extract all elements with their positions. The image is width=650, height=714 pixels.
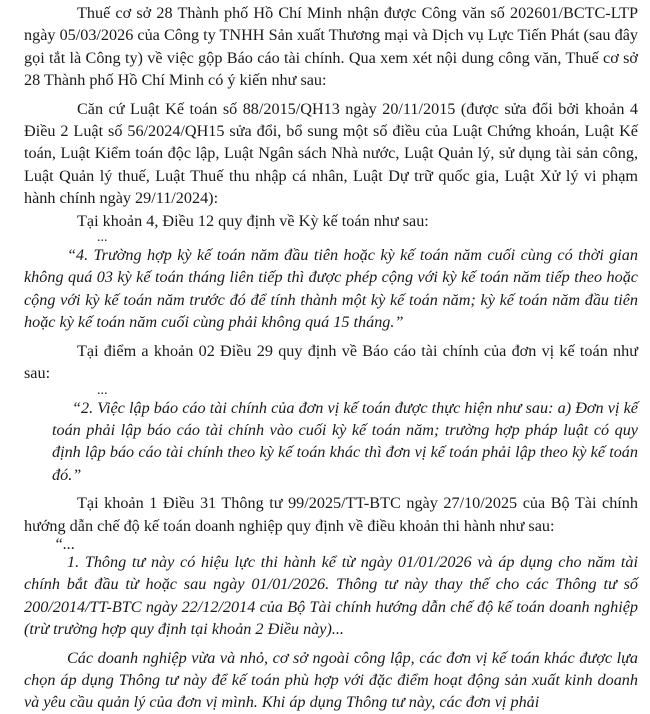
circular-99-quote-2: Các doanh nghiệp vừa và nhỏ, cơ sở ngoài công lập, các đơn vị kế toán khác được lựa chọn áp dụng Thông tư này để kế toán phù hợp với đặc điểm hoạt động sản xuất kinh doanh và yêu cầu quản lý của đơn vị mình. Khi áp dụng Thông tư này, các đơn vị phải [24,648,638,712]
ellipsis: ... [97,382,108,398]
ellipsis: ... [97,230,108,246]
intro-paragraph: Thuế cơ sở 28 Thành phố Hồ Chí Minh nhận được Công văn số 202601/BCTC-LTP ngày 05/03/2026 của Công ty TNHH Sản xuất Thương mại và Dịch vụ Lực Tiến Phát (sau đây gọi tắt là Công ty) về việc gộp Báo cáo tài chính. Qua xem xét nội dung công văn, Thuế cơ sở 28 Thành phố Hồ Chí Minh có ý kiến như sau: [24,4,638,90]
article-12-intro: Tại khoản 4, Điều 12 quy định về Kỳ kế toán như sau: [77,211,429,230]
article-29-intro: Tại điểm a khoản 02 Điều 29 quy định về Báo cáo tài chính của đơn vị kế toán như sau: [24,341,638,383]
circular-99-intro: Tại khoản 1 Điều 31 Thông tư 99/2025/TT-BTC ngày 27/10/2025 của Bộ Tài chính hướng dẫn chế độ kế toán doanh nghiệp quy định về điều khoản thi hành như sau: [24,494,638,535]
circular-99-quote-1: 1. Thông tư này có hiệu lực thi hành kể từ ngày 01/01/2026 và áp dụng cho năm tài chính bắt đầu từ hoặc sau ngày 01/01/2026. Thông tư này thay thế cho các Thông tư số 200/2014/TT-BTC ngày 22/12/2014 của Bộ Tài chính hướng dẫn chế độ kế toán doanh nghiệp (trừ trường hợp quy định tại khoản 2 Điều này)... [24,552,638,639]
article-12-quote: “4. Trường hợp kỳ kế toán năm đầu tiên hoặc kỳ kế toán năm cuối cùng có thời gian không quá 03 kỳ kế toán tháng liên tiếp thì được phép cộng với kỳ kế toán năm tiếp theo hoặc cộng với kỳ kế toán năm trước đó để tính thành một kỳ kế toán năm; kỳ kế toán năm đầu tiên hoặc kỳ kế toán năm cuối cùng phải không quá 15 tháng.” [24,246,638,332]
legal-basis-paragraph: Căn cứ Luật Kế toán số 88/2015/QH13 ngày 20/11/2015 (được sửa đổi bởi khoản 4 Điều 2 Luật số 56/2024/QH15 sửa đổi, bổ sung một số điều của Luật Chứng khoán, Luật Kế toán, Luật Kiểm toán độc lập, Luật Ngân sách Nhà nước, Luật Quản lý, sử dụng tài sản công, Luật Quản lý thuế, Luật Thuế thu nhập cá nhân, Luật Dự trữ quốc gia, Luật Xử lý vi phạm hành chính ngày 29/11/2024): [24,99,638,208]
article-29-quote: “2. Việc lập báo cáo tài chính của đơn vị kế toán được thực hiện như sau: a) Đơn vị kế toán phải lập báo cáo tài chính vào cuối kỳ kế toán năm; trường hợp pháp luật có quy định lập báo cáo tài chính theo kỳ kế toán khác thì đơn vị kế toán phải lập theo kỳ kế toán đó.” [52,398,638,484]
quote-opening: “... [54,534,76,553]
